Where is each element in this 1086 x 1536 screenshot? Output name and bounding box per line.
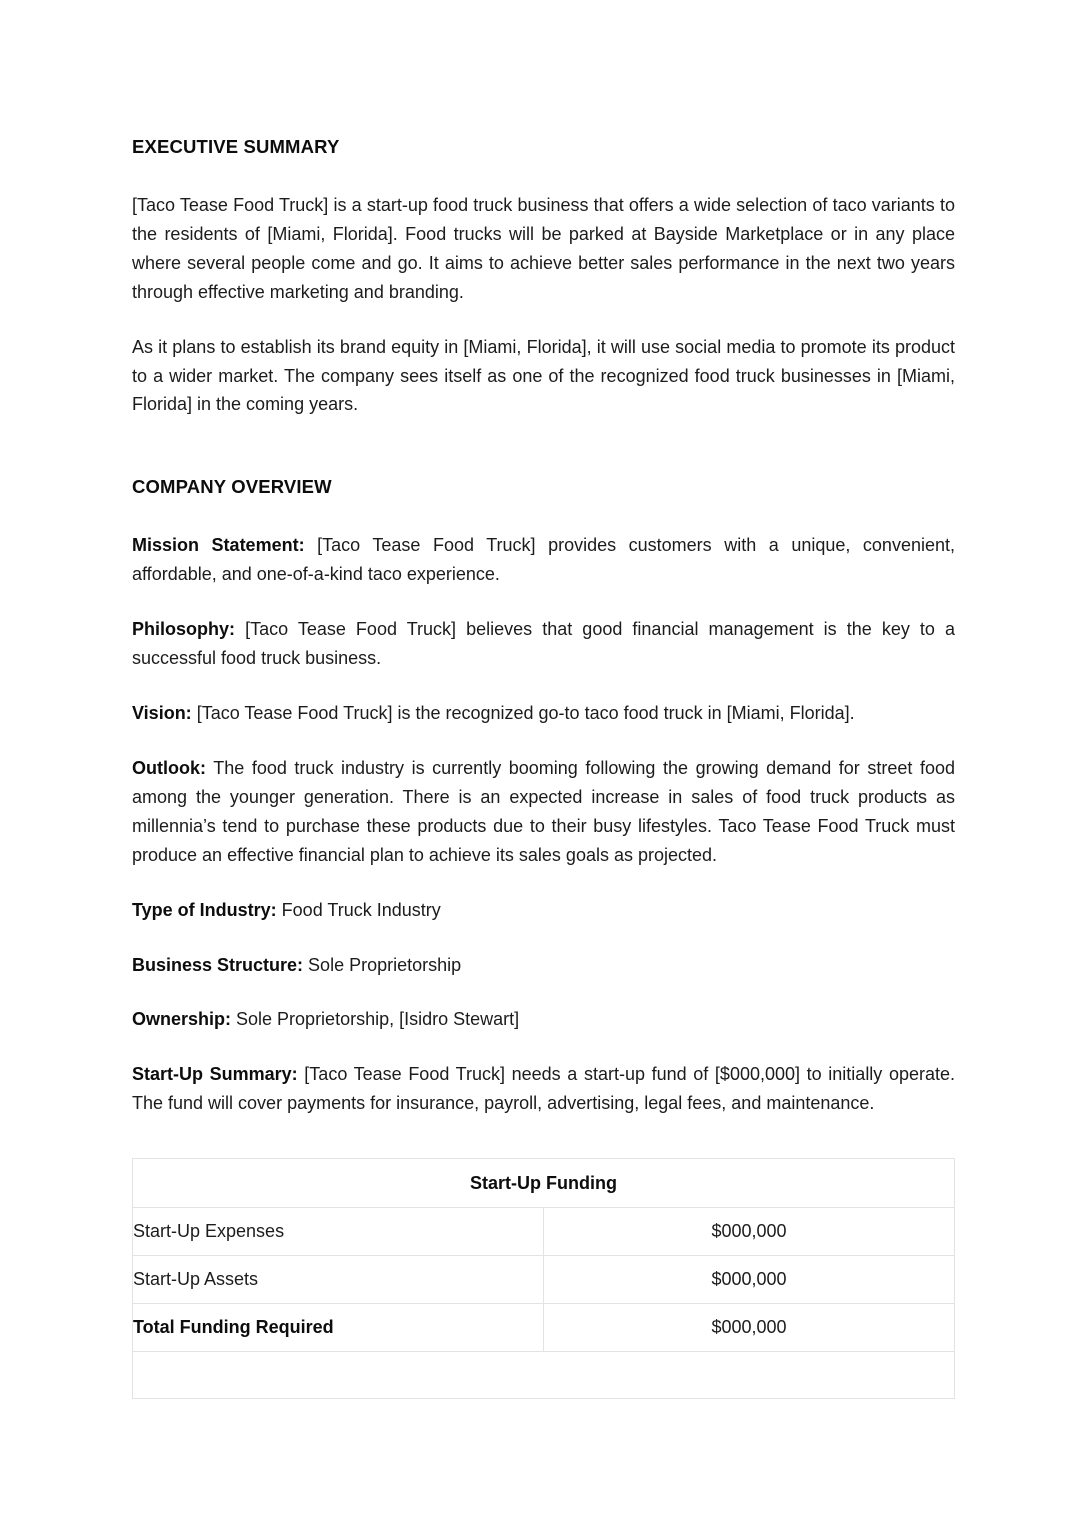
executive-summary-paragraph-2: As it plans to establish its brand equity in [Miami, Florida], it will use social media to promote its product to a wider market. The company sees itself as one of the recognized food truck businesses in [Miami, Florida] in the coming years. xyxy=(132,336,955,415)
entry-text-business-structure: Sole Proprietorship xyxy=(303,954,462,975)
table-row xyxy=(133,1208,955,1256)
table-cell-label-total: Total Funding Required xyxy=(133,1304,544,1352)
entry-ownership xyxy=(132,1005,955,1034)
entry-text-vision: [Taco Tease Food Truck] is the recognized go-to taco food truck in [Miami, Florida]. xyxy=(191,703,855,724)
table-cell-label: Start-Up Assets xyxy=(133,1256,544,1304)
table-header-row xyxy=(133,1159,955,1208)
start-up-funding-table xyxy=(132,1158,955,1399)
entry-business-structure xyxy=(132,951,955,980)
executive-summary-paragraph-1: [Taco Tease Food Truck] is a start-up food truck business that offers a wide selection of taco variants to the residents of [Miami, Florida]. Food trucks will be parked at Bayside Marketplace or in any place where several people come and go. It aims to achieve better sales performance in the next two years through effective marketing and branding. xyxy=(132,195,955,302)
entry-label-start-up-summary: Start-Up Summary: xyxy=(132,1064,298,1085)
table-row xyxy=(133,1256,955,1304)
table-cell-empty xyxy=(133,1352,955,1399)
entry-label-vision: Vision: xyxy=(132,703,192,724)
table-row-total xyxy=(133,1304,955,1352)
entry-text-start-up-summary: [Taco Tease Food Truck] needs a start-up fund of [$000,000] to initially operate. The fund will cover payments for insurance, payroll, advertising, legal fees, and maintenance. xyxy=(132,1064,955,1114)
entry-text-ownership: Sole Proprietorship, [Isidro Stewart] xyxy=(231,1009,520,1030)
table-cell-label: Start-Up Expenses xyxy=(133,1208,544,1256)
entry-label-ownership: Ownership: xyxy=(132,1009,232,1030)
table-title: Start-Up Funding xyxy=(133,1159,955,1208)
entry-text-mission-statement: [Taco Tease Food Truck] provides customers with a unique, convenient, affordable, and one-of-a-kind taco experience. xyxy=(132,535,955,585)
section-spacer xyxy=(132,447,955,475)
document-body xyxy=(132,135,955,1399)
table-cell-value-total: $000,000 xyxy=(544,1304,955,1352)
entry-outlook xyxy=(132,754,955,870)
table-cell-value: $000,000 xyxy=(544,1208,955,1256)
section-heading-company-overview: COMPANY OVERVIEW xyxy=(132,476,332,498)
entry-mission-statement xyxy=(132,531,955,589)
entry-type-of-industry xyxy=(132,896,955,925)
table-row-empty xyxy=(133,1352,955,1399)
entry-label-type-of-industry: Type of Industry: xyxy=(132,899,277,920)
table-cell-value: $000,000 xyxy=(544,1256,955,1304)
entry-text-philosophy: [Taco Tease Food Truck] believes that good financial management is the key to a successful food truck business. xyxy=(132,619,955,669)
entry-philosophy xyxy=(132,615,955,673)
page-title: EXECUTIVE SUMMARY xyxy=(132,136,340,157)
entry-text-type-of-industry: Food Truck Industry xyxy=(276,899,441,920)
entry-label-philosophy: Philosophy: xyxy=(132,619,235,640)
entry-label-outlook: Outlook: xyxy=(132,757,206,778)
entry-label-business-structure: Business Structure: xyxy=(132,954,304,975)
entry-vision xyxy=(132,699,955,728)
entry-text-outlook: The food truck industry is currently booming following the growing demand for street food among the younger generation. There is an expected increase in sales of food truck products as millennia’s tend to purchase these products due to their busy lifestyles. Taco Tease Food Truck must produce an effective financial plan to achieve its sales goals as projected. xyxy=(132,757,955,865)
entry-label-mission-statement: Mission Statement: xyxy=(132,535,305,556)
entry-start-up-summary xyxy=(132,1060,955,1118)
